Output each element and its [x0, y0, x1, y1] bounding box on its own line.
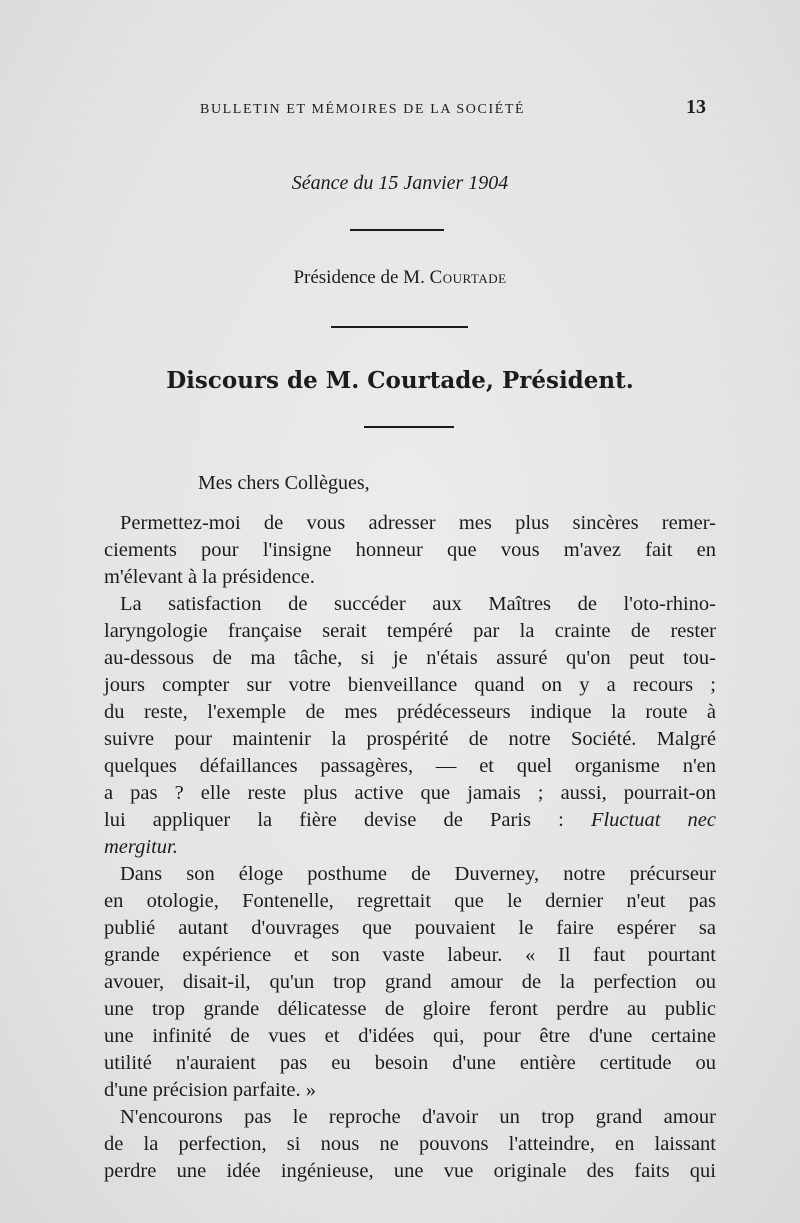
text-line: Permettez-moi de vous adresser mes plus sincères remer- — [120, 512, 716, 534]
text-line: une trop grande délicatesse de gloire feront perdre au public — [104, 998, 716, 1020]
text-line: grande expérience et son vaste labeur. « Il faut pourtant — [104, 944, 716, 966]
text-line: perdre une idée ingénieuse, une vue originale des faits qui — [104, 1160, 716, 1182]
text-line: en otologie, Fontenelle, regrettait que le dernier n'eut pas — [104, 890, 716, 912]
text-line: jours compter sur votre bienveillance quand on y a recours ; — [104, 674, 716, 696]
divider-rule — [331, 326, 468, 328]
text-line: Dans son éloge posthume de Duverney, notre précurseur — [120, 863, 716, 885]
text-line: utilité n'auraient pas eu besoin d'une entière certitude ou — [104, 1052, 716, 1074]
text-line: d'une précision parfaite. » — [104, 1079, 317, 1101]
devise-latin: Fluctuat nec — [590, 809, 716, 831]
text-line: laryngologie française serait tempéré par la crainte de rester — [104, 620, 716, 642]
salutation: Mes chers Collègues, — [198, 472, 370, 494]
text-line: m'élevant à la présidence. — [104, 566, 315, 588]
text-line: suivre pour maintenir la prospérité de notre Société. Malgré — [104, 728, 716, 750]
body-text — [104, 510, 716, 1185]
text-line: publié autant d'ouvrages que pouvaient le faire espérer sa — [104, 917, 716, 939]
text-line: une infinité de vues et d'idées qui, pour être d'une certaine — [104, 1025, 716, 1047]
text-line: ciements pour l'insigne honneur que vous m'avez fait en — [104, 539, 716, 561]
seance-heading: Séance du 15 Janvier 1904 — [291, 172, 509, 194]
page-number: 13 — [686, 96, 706, 118]
text-line: au-dessous de ma tâche, si je n'étais assuré qu'on peut tou- — [104, 647, 716, 669]
text-line: de la perfection, si nous ne pouvons l'atteindre, en laissant — [104, 1133, 716, 1155]
text-line — [104, 834, 716, 861]
running-header — [200, 96, 706, 119]
divider-rule — [364, 426, 454, 428]
text-line: avouer, disait-il, qu'un trop grand amour de la perfection ou — [104, 971, 716, 993]
presidence-heading — [0, 267, 800, 289]
text-line: N'encourons pas le reproche d'avoir un trop grand amour — [120, 1106, 716, 1128]
presidence-prefix: Présidence de M. — [293, 267, 430, 288]
text-line: quelques défaillances passagères, — et quel organisme n'en — [104, 755, 716, 777]
text-line: du reste, l'exemple de mes prédécesseurs indique la route à — [104, 701, 716, 723]
text-line: La satisfaction de succéder aux Maîtres de l'oto-rhino- — [120, 593, 716, 615]
text-line: a pas ? elle reste plus active que jamais ; aussi, pourrait-on — [104, 782, 716, 804]
devise-latin: mergitur. — [104, 836, 178, 858]
president-name: Courtade — [429, 267, 507, 288]
text-segment: lui appliquer la fière devise de Paris : — [104, 809, 564, 831]
discours-title: Discours de M. Courtade, Président. — [166, 367, 634, 394]
text-line — [104, 807, 716, 834]
running-title: BULLETIN ET MÉMOIRES DE LA SOCIÉTÉ — [200, 102, 526, 117]
divider-rule — [350, 229, 444, 231]
